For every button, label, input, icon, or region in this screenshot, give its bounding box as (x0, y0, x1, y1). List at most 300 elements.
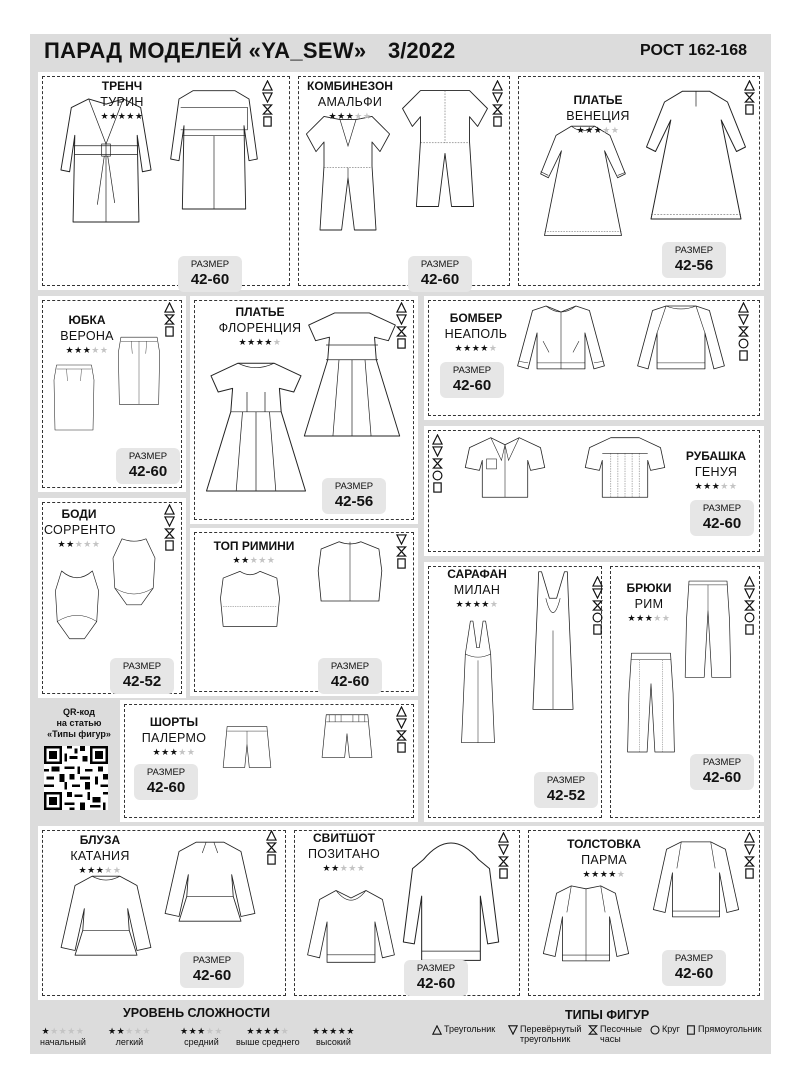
star-filled-icon: ★ (87, 865, 96, 875)
triangle-icon (492, 80, 503, 91)
triangle-icon (498, 832, 509, 843)
model-type: ТОП РИМИНИ (213, 539, 295, 553)
size-range-badge (322, 478, 386, 514)
difficulty-level (180, 1025, 223, 1048)
star-empty-icon: ★ (112, 865, 122, 875)
triangle-icon (432, 434, 443, 445)
hourglass-icon (262, 104, 273, 115)
star-filled-icon: ★ (263, 1026, 273, 1036)
star-empty-icon: ★ (58, 1026, 68, 1036)
inverted-triangle-icon (164, 516, 175, 527)
figure-types (266, 830, 278, 866)
rectangle-icon (686, 1025, 696, 1035)
size-label: РАЗМЕР (128, 451, 168, 462)
rectangle-icon (164, 326, 175, 337)
inverted-triangle-icon (592, 588, 603, 599)
triangle-icon (744, 832, 755, 843)
difficulty-level (236, 1025, 300, 1048)
star-filled-icon: ★ (576, 125, 586, 135)
size-value: 42-56 (334, 493, 374, 510)
figure-types (744, 80, 756, 116)
model-caption (436, 310, 516, 354)
garment-sketch-front (506, 300, 616, 416)
garment-sketch-back (640, 836, 752, 950)
size-range-badge (440, 362, 504, 398)
star-empty-icon: ★ (720, 481, 729, 491)
difficulty-stars (616, 612, 682, 624)
star-filled-icon: ★ (264, 337, 273, 347)
model-type: БЛУЗА (79, 833, 121, 847)
difficulty-level (312, 1025, 355, 1048)
size-value: 42-60 (420, 271, 460, 288)
model-type: БОМБЕР (449, 311, 503, 325)
star-empty-icon: ★ (67, 1026, 76, 1036)
rectangle-icon (744, 624, 755, 635)
star-filled-icon: ★ (312, 1026, 321, 1036)
model-caption (204, 538, 304, 566)
size-value: 42-60 (674, 965, 714, 982)
size-range-badge (134, 764, 198, 800)
size-label: РАЗМЕР (702, 503, 742, 514)
inverted-triangle-icon (498, 844, 509, 855)
star-filled-icon: ★ (464, 599, 473, 609)
qr-caption-line: QR-код (63, 707, 95, 717)
star-filled-icon: ★ (65, 345, 75, 355)
rectangle-icon (266, 854, 277, 865)
model-name: СОРРЕНТО (44, 523, 116, 537)
hourglass-icon (744, 92, 755, 103)
size-label: РАЗМЕР (674, 953, 714, 964)
garment-sketch-front (202, 356, 310, 506)
figure-type-label: Прямоугольник (698, 1024, 762, 1034)
star-filled-icon: ★ (331, 863, 340, 873)
figure-type-label: Перевёрнутый (520, 1024, 582, 1034)
star-filled-icon: ★ (117, 111, 127, 121)
figure-type-label: Песочные (600, 1024, 643, 1034)
figure-types (592, 576, 604, 636)
figure-types (396, 534, 408, 570)
garment-sketch-back (570, 432, 680, 542)
model-name: ВЕНЕЦИЯ (566, 109, 630, 123)
figure-types (262, 80, 274, 128)
rectangle-icon (432, 482, 443, 493)
star-empty-icon: ★ (125, 1026, 134, 1036)
difficulty-stars (44, 344, 130, 356)
circle-icon (592, 612, 603, 623)
height-range: РОСТ 162-168 (640, 42, 747, 59)
model-name: ПАЛЕРМО (141, 731, 207, 745)
star-filled-icon: ★ (345, 111, 355, 121)
star-filled-icon: ★ (108, 1026, 117, 1036)
triangle-icon (432, 1025, 442, 1035)
model-caption (298, 78, 402, 122)
difficulty-stars (236, 1025, 300, 1037)
size-value: 42-60 (452, 377, 492, 394)
garment-sketch-front (450, 432, 560, 542)
figure-type-legend-item (588, 1024, 642, 1044)
model-caption (44, 312, 130, 356)
star-filled-icon: ★ (169, 747, 179, 757)
star-filled-icon: ★ (481, 599, 490, 609)
qr-caption (44, 707, 114, 740)
difficulty-level-label: высокий (316, 1037, 351, 1047)
size-range-badge (534, 772, 598, 808)
figure-type-label: Треугольник (444, 1024, 496, 1034)
rectangle-icon (744, 868, 755, 879)
star-filled-icon: ★ (246, 1026, 255, 1036)
size-label: РАЗМЕР (674, 245, 714, 256)
difficulty-legend-title: УРОВЕНЬ СЛОЖНОСТИ (123, 1006, 270, 1020)
difficulty-level (108, 1025, 151, 1048)
star-filled-icon: ★ (255, 337, 265, 347)
model-name: РИМ (634, 597, 664, 611)
size-range-badge (180, 952, 244, 988)
hourglass-icon (588, 1025, 598, 1035)
star-filled-icon: ★ (238, 337, 248, 347)
model-name: КАТАНИЯ (70, 849, 130, 863)
model-type: ТРЕНЧ (101, 79, 143, 93)
model-caption (552, 836, 656, 880)
garment-sketch-front (300, 110, 396, 282)
inverted-triangle-icon (508, 1025, 518, 1035)
hourglass-icon (592, 600, 603, 611)
difficulty-stars (436, 342, 516, 354)
garment-sketch-front (198, 566, 302, 670)
model-type: САРАФАН (447, 567, 507, 581)
model-name: ПАРМА (581, 853, 627, 867)
star-empty-icon: ★ (266, 555, 276, 565)
model-name: МИЛАН (453, 583, 501, 597)
model-type: КОМБИНЕЗОН (307, 79, 393, 93)
figure-type-label: Круг (662, 1024, 680, 1034)
star-filled-icon: ★ (109, 111, 118, 121)
star-filled-icon: ★ (463, 343, 472, 353)
figure-types (432, 434, 444, 494)
star-filled-icon: ★ (41, 1026, 51, 1036)
hourglass-icon (432, 458, 443, 469)
rectangle-icon (498, 868, 509, 879)
star-empty-icon: ★ (653, 613, 662, 623)
model-type: РУБАШКА (685, 449, 747, 463)
star-filled-icon: ★ (627, 613, 637, 623)
size-range-badge (318, 658, 382, 694)
star-empty-icon: ★ (354, 111, 363, 121)
size-range-badge (178, 256, 242, 292)
difficulty-stars (312, 1025, 355, 1037)
model-type: СВИТШОТ (312, 831, 375, 845)
star-filled-icon: ★ (711, 481, 721, 491)
difficulty-level-label: средний (184, 1037, 219, 1047)
star-filled-icon: ★ (480, 343, 489, 353)
model-name: ПОЗИТАНО (308, 847, 380, 861)
triangle-icon (738, 302, 749, 313)
star-filled-icon: ★ (232, 555, 242, 565)
difficulty-stars (108, 1025, 151, 1037)
difficulty-stars (434, 598, 520, 610)
size-label: РАЗМЕР (192, 955, 232, 966)
star-filled-icon: ★ (329, 1026, 338, 1036)
star-empty-icon: ★ (362, 111, 372, 121)
star-empty-icon: ★ (91, 539, 101, 549)
model-name: ФЛОРЕНЦИЯ (218, 321, 302, 335)
page-title: ПАРАД МОДЕЛЕЙ «YA_SEW» (44, 38, 367, 63)
hourglass-icon (396, 730, 407, 741)
star-empty-icon: ★ (142, 1026, 151, 1036)
model-name: ГЕНУЯ (694, 465, 738, 479)
inverted-triangle-icon (738, 314, 749, 325)
garment-sketch-front (530, 120, 636, 274)
model-name: ВЕРОНА (60, 329, 114, 343)
star-filled-icon: ★ (337, 111, 346, 121)
size-range-badge (690, 500, 754, 536)
difficulty-stars (676, 480, 756, 492)
figure-types (744, 832, 756, 880)
star-empty-icon: ★ (133, 1026, 143, 1036)
difficulty-stars (40, 1025, 86, 1037)
triangle-icon (396, 706, 407, 717)
star-empty-icon: ★ (488, 343, 498, 353)
difficulty-stars (62, 110, 182, 122)
inverted-triangle-icon (396, 534, 407, 545)
model-type: ПЛАТЬЕ (235, 305, 285, 319)
star-filled-icon: ★ (254, 1026, 264, 1036)
circle-icon (738, 338, 749, 349)
model-caption (676, 448, 756, 492)
model-name: ТУРИН (100, 95, 144, 109)
star-filled-icon: ★ (82, 345, 92, 355)
star-empty-icon: ★ (75, 1026, 85, 1036)
star-filled-icon: ★ (585, 125, 594, 135)
star-empty-icon: ★ (356, 863, 366, 873)
difficulty-stars (130, 746, 218, 758)
star-empty-icon: ★ (280, 1026, 290, 1036)
star-filled-icon: ★ (116, 1026, 126, 1036)
star-filled-icon: ★ (100, 111, 110, 121)
garment-sketch-back (300, 710, 394, 802)
star-filled-icon: ★ (454, 343, 464, 353)
star-empty-icon: ★ (272, 337, 282, 347)
size-label: РАЗМЕР (416, 963, 456, 974)
rectangle-icon (738, 350, 749, 361)
figure-types (498, 832, 510, 880)
model-name: АМАЛЬФИ (317, 95, 383, 109)
difficulty-stars (204, 554, 304, 566)
model-type: ТОЛСТОВКА (567, 837, 641, 851)
model-caption (548, 92, 648, 136)
model-caption (434, 566, 520, 610)
size-value: 42-60 (330, 673, 370, 690)
garment-sketch-back (510, 566, 596, 782)
triangle-icon (744, 80, 755, 91)
difficulty-level-label: легкий (115, 1037, 144, 1047)
star-filled-icon: ★ (346, 1026, 355, 1036)
star-filled-icon: ★ (593, 125, 603, 135)
garment-sketch-front (44, 360, 104, 470)
model-caption (60, 832, 140, 876)
size-value: 42-60 (128, 463, 168, 480)
size-label: РАЗМЕР (190, 259, 230, 270)
circle-icon (432, 470, 443, 481)
star-empty-icon: ★ (186, 747, 196, 757)
model-caption (212, 304, 308, 348)
figure-types (738, 302, 750, 362)
inverted-triangle-icon (262, 92, 273, 103)
inverted-triangle-icon (492, 92, 503, 103)
garment-sketch-back (396, 84, 494, 268)
model-type: ШОРТЫ (149, 715, 199, 729)
size-range-badge (662, 242, 726, 278)
difficulty-level-label: начальный (40, 1037, 86, 1047)
issue-number: 3/2022 (388, 38, 456, 63)
model-caption (130, 714, 218, 758)
star-filled-icon: ★ (95, 865, 105, 875)
star-empty-icon: ★ (50, 1026, 59, 1036)
star-empty-icon: ★ (104, 865, 113, 875)
star-empty-icon: ★ (616, 869, 626, 879)
size-range-badge (110, 658, 174, 694)
size-label: РАЗМЕР (420, 259, 460, 270)
qr-code[interactable] (44, 746, 108, 810)
circle-icon (650, 1025, 660, 1035)
figure-types (396, 302, 408, 350)
star-filled-icon: ★ (582, 869, 592, 879)
size-range-badge (408, 256, 472, 292)
star-filled-icon: ★ (247, 337, 256, 347)
star-empty-icon: ★ (214, 1026, 223, 1036)
star-filled-icon: ★ (636, 613, 645, 623)
size-value: 42-52 (122, 673, 162, 690)
hourglass-icon (164, 528, 175, 539)
model-type: БРЮКИ (626, 581, 672, 595)
star-filled-icon: ★ (134, 111, 144, 121)
hourglass-icon (498, 856, 509, 867)
triangle-icon (164, 504, 175, 515)
size-label: РАЗМЕР (122, 661, 162, 672)
garment-sketch-back (624, 300, 738, 416)
star-empty-icon: ★ (339, 863, 349, 873)
triangle-icon (396, 302, 407, 313)
star-empty-icon: ★ (99, 345, 109, 355)
difficulty-stars (552, 868, 656, 880)
figures-legend-title: ТИПЫ ФИГУР (565, 1008, 650, 1022)
rectangle-icon (396, 558, 407, 569)
star-filled-icon: ★ (78, 865, 88, 875)
star-filled-icon: ★ (126, 111, 135, 121)
figure-type-legend-item (508, 1024, 581, 1044)
size-label: РАЗМЕР (330, 661, 370, 672)
rectangle-icon (396, 338, 407, 349)
size-range-badge (690, 754, 754, 790)
size-value: 42-60 (702, 515, 742, 532)
star-filled-icon: ★ (74, 345, 83, 355)
rectangle-icon (164, 540, 175, 551)
star-filled-icon: ★ (703, 481, 712, 491)
inverted-triangle-icon (744, 844, 755, 855)
star-filled-icon: ★ (599, 869, 609, 879)
difficulty-stars (60, 864, 140, 876)
star-filled-icon: ★ (322, 863, 332, 873)
difficulty-stars (298, 110, 402, 122)
size-value: 42-52 (546, 787, 586, 804)
model-caption (616, 580, 682, 624)
garment-sketch-front (530, 880, 642, 994)
triangle-icon (744, 576, 755, 587)
star-filled-icon: ★ (320, 1026, 330, 1036)
figure-types (492, 80, 504, 128)
star-filled-icon: ★ (337, 1026, 347, 1036)
hourglass-icon (266, 842, 277, 853)
star-empty-icon: ★ (205, 1026, 215, 1036)
star-empty-icon: ★ (74, 539, 84, 549)
star-filled-icon: ★ (591, 869, 600, 879)
model-caption (62, 78, 182, 122)
garment-sketch-front (46, 870, 166, 990)
hourglass-icon (164, 314, 175, 325)
difficulty-stars (548, 124, 648, 136)
inverted-triangle-icon (396, 314, 407, 325)
qr-caption-line: на статью (56, 718, 102, 728)
garment-sketch-front (440, 616, 516, 820)
star-empty-icon: ★ (178, 747, 187, 757)
star-empty-icon: ★ (610, 125, 620, 135)
hourglass-icon (396, 546, 407, 557)
rectangle-icon (396, 742, 407, 753)
difficulty-stars (300, 862, 388, 874)
difficulty-level (40, 1025, 86, 1048)
star-filled-icon: ★ (241, 555, 250, 565)
circle-icon (744, 612, 755, 623)
rectangle-icon (744, 104, 755, 115)
figure-types (744, 576, 756, 636)
star-empty-icon: ★ (661, 613, 671, 623)
star-filled-icon: ★ (66, 539, 75, 549)
star-filled-icon: ★ (472, 599, 482, 609)
size-label: РАЗМЕР (546, 775, 586, 786)
star-filled-icon: ★ (328, 111, 338, 121)
star-filled-icon: ★ (152, 747, 162, 757)
size-label: РАЗМЕР (452, 365, 492, 376)
figure-type-legend-item (686, 1024, 762, 1035)
garment-sketch-back (300, 306, 404, 506)
star-empty-icon: ★ (602, 125, 611, 135)
inverted-triangle-icon (744, 588, 755, 599)
size-value: 42-56 (674, 257, 714, 274)
hourglass-icon (492, 104, 503, 115)
rectangle-icon (592, 624, 603, 635)
star-filled-icon: ★ (197, 1026, 206, 1036)
model-type: ПЛАТЬЕ (573, 93, 623, 107)
size-label: РАЗМЕР (146, 767, 186, 778)
hourglass-icon (744, 600, 755, 611)
hourglass-icon (744, 856, 755, 867)
garment-sketch-front (296, 880, 406, 996)
star-empty-icon: ★ (91, 345, 100, 355)
star-filled-icon: ★ (188, 1026, 198, 1036)
hourglass-icon (738, 326, 749, 337)
garment-sketch-back (300, 536, 400, 648)
model-name: НЕАПОЛЬ (444, 327, 508, 341)
difficulty-stars (44, 538, 114, 550)
size-value: 42-60 (146, 779, 186, 796)
figure-type-legend-item (650, 1024, 680, 1035)
figure-types (164, 504, 176, 552)
star-filled-icon: ★ (161, 747, 170, 757)
size-label: РАЗМЕР (334, 481, 374, 492)
star-filled-icon: ★ (272, 1026, 281, 1036)
star-filled-icon: ★ (57, 539, 67, 549)
rectangle-icon (492, 116, 503, 127)
star-empty-icon: ★ (258, 555, 267, 565)
